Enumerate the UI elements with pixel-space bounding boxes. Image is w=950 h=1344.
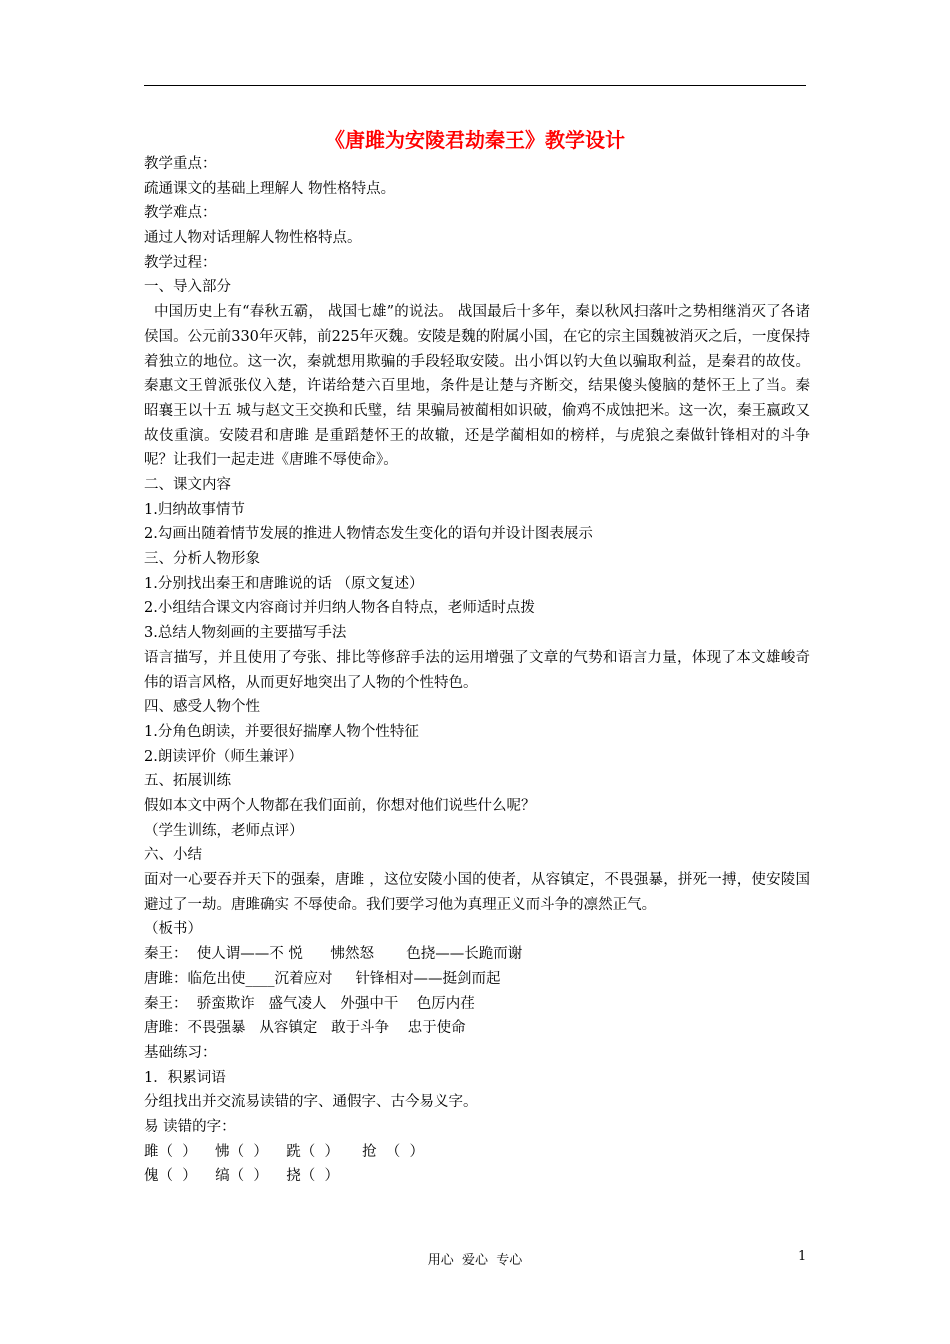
text-line: 2.小组结合课文内容商讨并归纳人物各自特点，老师适时点拨	[144, 600, 535, 617]
text-line: 教学重点：	[144, 156, 217, 172]
text-line: 疏通课文的基础上理解人 物性格特点。	[144, 180, 396, 197]
header-rule	[144, 85, 806, 86]
section-heading: 二、课文内容	[144, 477, 231, 494]
text-line: 分组找出并交流易读错的字、通假字、古今易义字。	[144, 1094, 478, 1111]
section-heading: 三、分析人物形象	[144, 551, 260, 568]
board-line: 秦王： 骄蛮欺诈 盛气凌人 外强中干 色厉内荏	[144, 995, 475, 1012]
text-line: 易 读错的字：	[144, 1118, 236, 1135]
text-line: （学生训练，老师点评）	[144, 822, 304, 839]
text-line: 1.分别找出秦王和唐雎说的话 （原文复述）	[144, 575, 424, 592]
text-line: 基础练习：	[144, 1044, 217, 1061]
text-line: 假如本文中两个人物都在我们面前，你想对他们说些什么呢？	[144, 798, 536, 815]
language-paragraph: 语言描写，并且使用了夸张、排比等修辞手法的运用增强了文章的气势和语言力量，体现了本文雄峻奇伟的语言风格，从而更好地突出了人物的个性特色。	[144, 649, 810, 691]
document-body	[144, 152, 810, 1189]
board-line: 唐雎：不畏强暴 从容镇定 敢于斗争 忠于使命	[144, 1020, 466, 1037]
board-line: 秦王： 使人谓——不 悦 怫然怒 色挠——长跪而谢	[144, 946, 523, 963]
text-line: 1.分角色朗读，并要很好揣摩人物个性特征	[144, 723, 419, 740]
text-line: 教学难点：	[144, 205, 217, 222]
page-number: 1	[798, 1249, 807, 1264]
exercise-line: 傀（ ） 缟（ ） 挠（ ）	[144, 1168, 340, 1185]
document-title: 《唐雎为安陵君劫秦王》教学设计	[325, 128, 625, 152]
section-heading: 六、小结	[144, 847, 202, 864]
text-line: （板书）	[144, 921, 202, 938]
section-heading: 五、拓展训练	[144, 773, 231, 790]
text-line: 2.朗读评价（师生兼评）	[144, 748, 303, 765]
exercise-line: 雎（ ） 怫（ ） 跣（ ） 抢 （ ）	[144, 1143, 425, 1160]
summary-paragraph: 面对一心要吞并天下的强秦，唐雎 ，这位安陵小国的使者，从容镇定，不畏强暴，拼死一搏，使安陵国避过了一劫。唐雎确实 不辱使命。我们要学习他为真理正义而斗争的凛然正气。	[144, 872, 810, 913]
board-line: 唐雎：临危出使____沉着应对 针锋相对——挺剑而起	[144, 970, 501, 987]
text-line: 1．积累词语	[144, 1069, 226, 1086]
section-heading: 一、导入部分	[144, 279, 231, 296]
text-line: 1.归纳故事情节	[144, 501, 245, 518]
intro-paragraph: 中国历史上有“春秋五霸， 战国七雄”的说法。 战国最后十多年，秦以秋风扫落叶之势相继消灭了各诸侯国。公元前330年灭韩，前225年灭魏。安陵是魏的附属小国，在它的宗主国魏被消灭之后，一度保持着独立的地位。这一次，秦就想用欺骗的手段轻取安陵。出小饵以钓大鱼以骗取利益，是秦君的故伎。秦惠文王曾派张仪入楚，许诺给楚六百里地，条件是让楚与齐断交，结果傻头傻脑的楚怀王上了当。秦昭襄王以十五 城与赵文王交换和氏璧，结 果骗局被蔺相如识破，偷鸡不成蚀把米。这一次，秦王嬴政又故伎重演。安陵君和唐雎 是重蹈楚怀王的故辙，还是学蔺相如的榜样，与虎狼之秦做针锋相对的斗争呢？让我们一起走进《唐雎不辱使命》。	[144, 304, 810, 469]
page-footer: 用心 爱心 专心	[427, 1253, 523, 1268]
text-line: 3.总结人物刻画的主要描写手法	[144, 625, 347, 642]
text-line: 2.勾画出随着情节发展的推进人物情态发生变化的语句并设计图表展示	[144, 526, 593, 543]
section-heading: 四、感受人物个性	[144, 699, 260, 716]
text-line: 通过人物对话理解人物性格特点。	[144, 230, 362, 247]
text-line: 教学过程：	[144, 254, 217, 271]
